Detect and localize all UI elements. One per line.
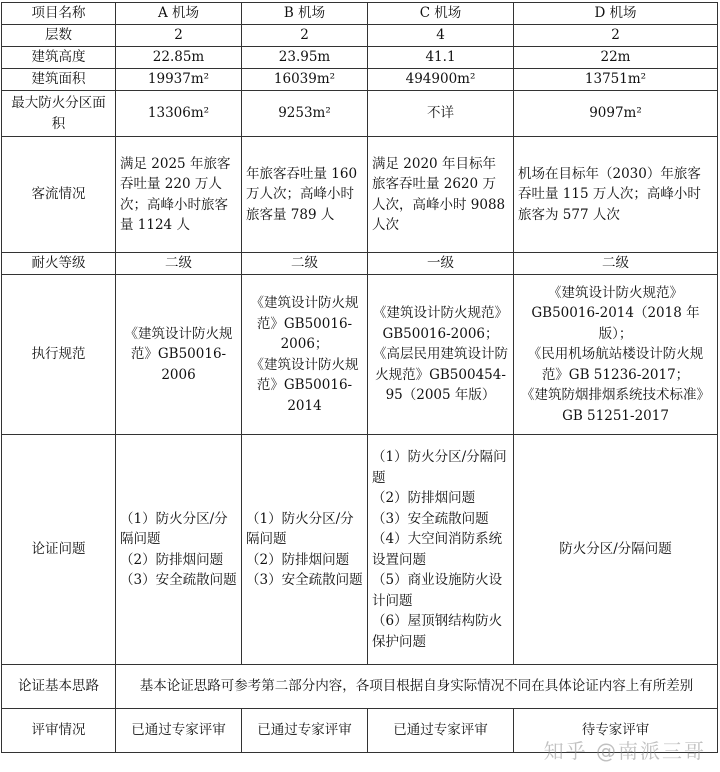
table-cell: 2 — [116, 25, 242, 47]
table-cell: 防火分区/分隔问题 — [514, 435, 718, 665]
table-cell: 13751m² — [514, 69, 718, 91]
table-cell: 《建筑设计防火规范》GB50016-2006； 《高层民用建筑设计防火规范》GB500454-95（2005 年版） — [368, 275, 514, 435]
table-cell: 22m — [514, 47, 718, 69]
table-cell: 19937m² — [116, 69, 242, 91]
table-cell: 待专家评审 — [514, 709, 718, 753]
row-label: 客流情况 — [2, 137, 116, 253]
table-cell: （1）防火分区/分隔问题 （2）防排烟问题 （3）安全疏散问题 — [116, 435, 242, 665]
table-cell: 23.95m — [242, 47, 368, 69]
table-cell: 2 — [242, 25, 368, 47]
row-label: 最大防火分区面积 — [2, 91, 116, 137]
table-cell: 二级 — [242, 253, 368, 275]
table-cell: 满足 2020 年目标年旅客吞吐量 2620 万人次，高峰小时 9088 人次 — [368, 137, 514, 253]
table-cell: 二级 — [514, 253, 718, 275]
row-label: 层数 — [2, 25, 116, 47]
row-label: 执行规范 — [2, 275, 116, 435]
table-cell: 满足 2025 年旅客吞吐量 220 万人次；高峰小时旅客量 1124 人 — [116, 137, 242, 253]
table-cell: 16039m² — [242, 69, 368, 91]
header-cell: A 机场 — [116, 3, 242, 25]
table-cell: 9097m² — [514, 91, 718, 137]
row-label: 耐火等级 — [2, 253, 116, 275]
table-cell: 41.1 — [368, 47, 514, 69]
header-row — [2, 3, 718, 25]
table-cell: 9253m² — [242, 91, 368, 137]
header-cell: 项目名称 — [2, 3, 116, 25]
table-cell: 《建筑设计防火规范》GB50016-2014（2018 年版）； 《民用机场航站楼设计防火规范》GB 51236-2017； 《建筑防烟排烟系统技术标准》GB 51251-2017 — [514, 275, 718, 435]
table-cell: （1）防火分区/分隔问题 （2）防排烟问题 （3）安全疏散问题 — [242, 435, 368, 665]
header-cell: B 机场 — [242, 3, 368, 25]
row-label: 论证问题 — [2, 435, 116, 665]
table-cell: 年旅客吞吐量 160 万人次；高峰小时旅客量 789 人 — [242, 137, 368, 253]
table-cell: 《建筑设计防火规范》GB50016-2006； 《建筑设计防火规范》GB50016-2014 — [242, 275, 368, 435]
table-cell: 《建筑设计防火规范》GB50016-2006 — [116, 275, 242, 435]
table-cell: 已通过专家评审 — [116, 709, 242, 753]
table-cell: 二级 — [116, 253, 242, 275]
row-label: 评审情况 — [2, 709, 116, 753]
table-row — [2, 91, 718, 137]
table-row — [2, 665, 718, 709]
table-row — [2, 47, 718, 69]
table-cell: 已通过专家评审 — [368, 709, 514, 753]
table-row — [2, 275, 718, 435]
table-cell: （1）防火分区/分隔问题 （2）防排烟问题 （3）安全疏散问题 （4）大空间消防系统设置问题 （5）商业设施防火设计问题 （6）屋顶钢结构防火保护问题 — [368, 435, 514, 665]
table-cell: 13306m² — [116, 91, 242, 137]
table-row — [2, 137, 718, 253]
table-cell: 22.85m — [116, 47, 242, 69]
row-label: 建筑高度 — [2, 47, 116, 69]
table-row — [2, 253, 718, 275]
table-row — [2, 69, 718, 91]
table-row — [2, 435, 718, 665]
row-label: 建筑面积 — [2, 69, 116, 91]
airport-comparison-table — [1, 2, 718, 753]
header-cell: D 机场 — [514, 3, 718, 25]
table-cell: 已通过专家评审 — [242, 709, 368, 753]
header-cell: C 机场 — [368, 3, 514, 25]
row-label: 论证基本思路 — [2, 665, 116, 709]
table-row — [2, 25, 718, 47]
table-cell-merged: 基本论证思路可参考第二部分内容，各项目根据自身实际情况不同在具体论证内容上有所差别 — [116, 665, 718, 709]
table-cell: 4 — [368, 25, 514, 47]
table-cell: 不详 — [368, 91, 514, 137]
table-cell: 机场在目标年（2030）年旅客吞吐量 115 万人次；高峰小时旅客为 577 人次 — [514, 137, 718, 253]
watermark: 知乎 @南派三哥 — [543, 739, 706, 763]
table-cell: 494900m² — [368, 69, 514, 91]
table-cell: 2 — [514, 25, 718, 47]
table-cell: 一级 — [368, 253, 514, 275]
